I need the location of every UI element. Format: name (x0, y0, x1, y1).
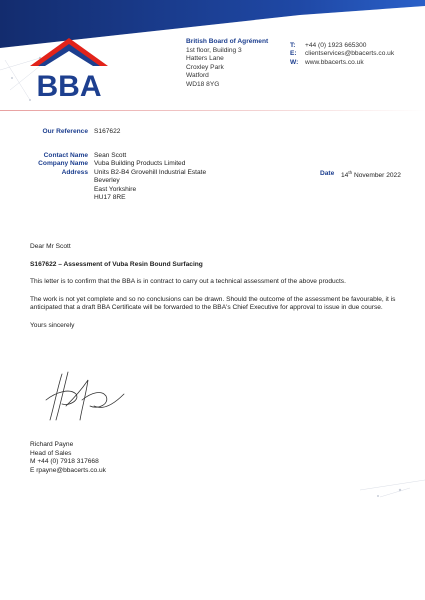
organisation-address-line: WD18 8YG (186, 80, 220, 88)
organisation-name: British Board of Agrément (186, 38, 269, 45)
signer-name: Richard Payne (30, 441, 74, 448)
bba-logo (26, 36, 112, 104)
logo-roof-red (30, 38, 108, 66)
contact-phone-row (290, 42, 394, 50)
closing: Yours sincerely (30, 321, 75, 329)
reference-value: S167622 (94, 128, 121, 135)
letter-subject: S167622 – Assessment of Vuba Resin Bound Surfacing (30, 260, 203, 268)
contact-name-row (20, 152, 214, 160)
signer-email[interactable]: E rpayne@bbacerts.co.uk (30, 466, 106, 474)
organisation-address-line: Hatters Lane (186, 55, 224, 63)
contact-web-row (290, 59, 394, 67)
signer-block (30, 441, 106, 475)
logo-text: BBA (36, 70, 102, 103)
recipient-block (20, 152, 214, 202)
phone-key: T: (290, 42, 296, 49)
date-label: Date (320, 170, 335, 177)
letter-body (30, 243, 400, 340)
salutation: Dear Mr Scott (30, 243, 71, 250)
letter-paragraph: This letter is to confirm that the BBA is in contract to carry out a technical assessment of the above products. (30, 278, 346, 286)
email-key: E: (290, 50, 297, 58)
signer-title: Head of Sales (30, 449, 72, 457)
reference-label: Our Reference (42, 128, 88, 135)
header-divider (0, 110, 425, 111)
address-value (94, 169, 214, 203)
date-value (341, 170, 401, 179)
address-row (20, 169, 214, 203)
address-line: Beverley (94, 177, 120, 185)
organisation-address (186, 38, 268, 90)
organisation-address-line: Croxley Park (186, 63, 224, 71)
date-suffix: th (348, 170, 353, 175)
phone-value[interactable]: +44 (0) 1923 665300 (305, 42, 367, 49)
company-name-label: Company Name (38, 160, 88, 168)
address-line: Units B2-B4 Grovehill Industrial Estate (94, 168, 207, 176)
web-key: W: (290, 58, 299, 66)
address-label: Address (61, 168, 88, 176)
contact-details (290, 42, 394, 67)
date-day: 14 (341, 172, 349, 180)
handwritten-signature (36, 366, 128, 422)
organisation-address-line: Watford (186, 72, 209, 80)
contact-email-row (290, 50, 394, 58)
date-rest: November 2022 (352, 172, 401, 180)
contact-name-value: Sean Scott (94, 152, 127, 159)
contact-name-label: Contact Name (43, 152, 88, 159)
email-value[interactable]: clientservices@bbacerts.co.uk (305, 50, 395, 58)
web-value[interactable]: www.bbacerts.co.uk (305, 58, 364, 66)
company-name-value: Vuba Building Products Limited (94, 160, 186, 168)
signer-mobile: M +44 (0) 7918 317668 (30, 458, 99, 466)
company-name-row (20, 160, 214, 168)
address-line: East Yorkshire (94, 185, 137, 193)
letter-paragraph: The work is not yet complete and so no conclusions can be drawn. Should the outcome of the assessment be favourable, it is anticipated that a draft BBA Certificate will be forwarded to the BBA's Chief Executive for approval to issue in due course. (30, 295, 396, 312)
address-line: HU17 8RE (94, 194, 126, 202)
organisation-address-line: 1st floor, Building 3 (186, 46, 242, 54)
